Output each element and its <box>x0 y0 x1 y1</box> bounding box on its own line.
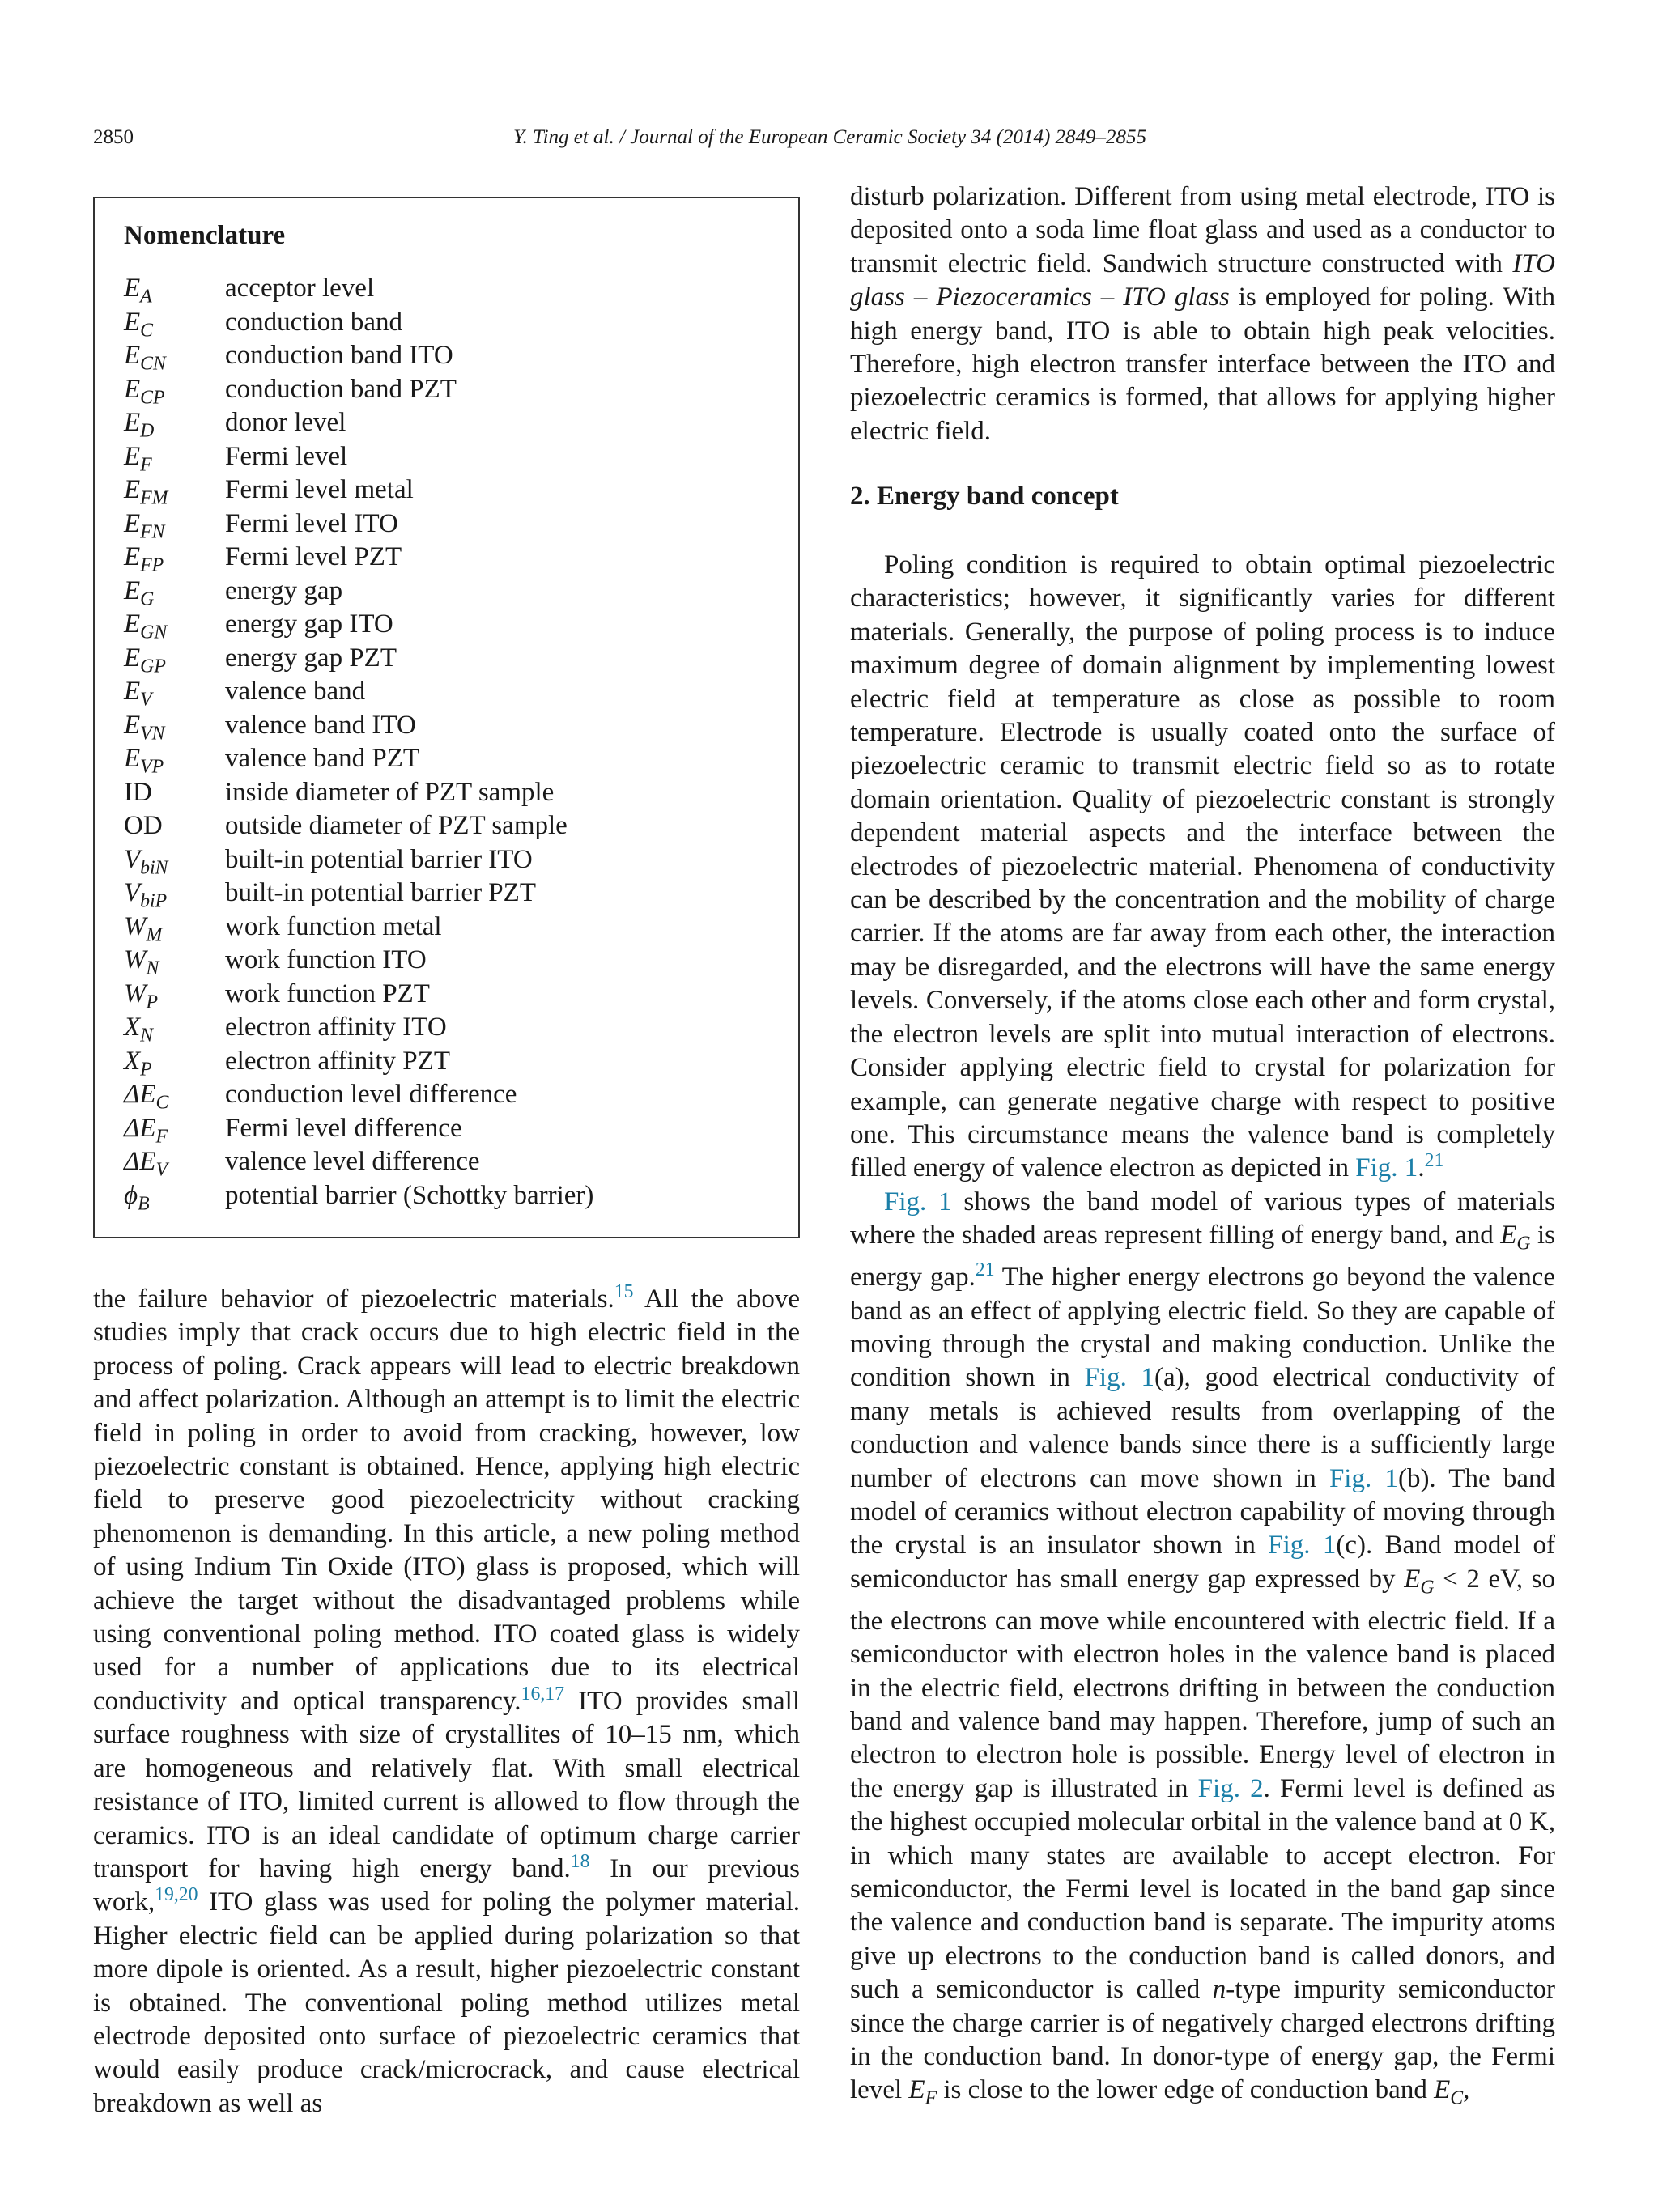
nomenclature-definition: Fermi level difference <box>225 1113 462 1143</box>
citation-link[interactable]: 21 <box>1424 1150 1444 1172</box>
nomenclature-symbol: $W_M$ <box>124 911 163 946</box>
nomenclature-row <box>124 675 593 709</box>
nomenclature-definition: work function ITO <box>225 945 427 974</box>
nomenclature-row <box>124 1179 593 1213</box>
nomenclature-row <box>124 911 593 945</box>
nomenclature-definition: conduction band <box>225 307 403 337</box>
nomenclature-row <box>124 1078 593 1112</box>
nomenclature-row <box>124 944 593 978</box>
nomenclature-row <box>124 272 593 306</box>
nomenclature-definition: conduction level difference <box>225 1080 517 1109</box>
citation-link[interactable]: 18 <box>570 1850 590 1872</box>
citation-link[interactable]: 19,20 <box>155 1884 198 1906</box>
nomenclature-definition: outside diameter of PZT sample <box>225 811 568 840</box>
nomenclature-definition: built-in potential barrier ITO <box>225 844 533 874</box>
citation-link[interactable]: 21 <box>975 1259 995 1281</box>
nomenclature-symbol: $E_{GP}$ <box>124 643 166 677</box>
nomenclature-row <box>124 1145 593 1179</box>
nomenclature-definition: Fermi level PZT <box>225 542 402 571</box>
nomenclature-row <box>124 809 593 843</box>
nomenclature-title: Nomenclature <box>124 221 286 250</box>
nomenclature-symbol: $E_C$ <box>124 307 154 342</box>
nomenclature-row <box>124 473 593 507</box>
nomenclature-row <box>124 575 593 609</box>
nomenclature-definition: inside diameter of PZT sample <box>225 777 555 807</box>
figure-link[interactable]: Fig. 1 <box>884 1187 952 1216</box>
nomenclature-symbol: $X_N$ <box>124 1013 154 1047</box>
nomenclature-definition: energy gap ITO <box>225 609 393 639</box>
nomenclature-row <box>124 709 593 743</box>
nomenclature-definition: electron affinity PZT <box>225 1046 450 1076</box>
journal-citation: Y. Ting et al. / Journal of the European Ceramic Society 34 (2014) 2849–2855 <box>512 126 1147 148</box>
paragraph: the failure behavior of piezoelectric materials.$^{15}$ All the above studies imply that crack occurs due to high electric field in the process of poling. Crack appears will lead to electric breakdown and affect polarization. Although an attempt is to limit the electric field in poling in order to avoid from cracking, however, low piezoelectric constant is obtained. Hence, applying high electric field to preserve good piezoelectricity without cracking phenomenon is demanding. In this article, a new poling method of using Indium Tin Oxide (ITO) glass is proposed, which will achieve the target without the disadvantaged problems while using conventional poling method. ITO coated glass is widely used for a number of applications due to its electrical conductivity and optical transparency.$^{16,17}$ ITO provides small surface roughness with size of crystallites of 10–15 nm, which are homogeneous and relatively flat. With small electrical resistance of ITO, limited current is allowed to flow through the ceramics. ITO is an ideal candidate of optimum charge carrier transport for having high energy band.$^{18}$ In our previous work,$^{19,20}$ ITO glass was used for poling the polymer material. Higher electric field can be applied during polarization so that more dipole is oriented. As a result, higher piezoelectric constant is obtained. The conventional poling method utilizes metal electrode deposited onto surface of piezoelectric ceramics that would easily produce crack/microcrack, and cause electrical breakdown as well as <box>93 1281 800 2118</box>
nomenclature-symbol: $E_{CN}$ <box>124 341 166 375</box>
nomenclature-symbol: $E_G$ <box>124 575 155 610</box>
nomenclature-definition: donor level <box>225 408 346 437</box>
nomenclature-row <box>124 440 593 474</box>
figure-link[interactable]: Fig. 1 <box>1355 1153 1418 1183</box>
section-heading: 2. Energy band concept <box>850 482 1119 511</box>
paragraph: Fig. 1 shows the band model of various types of materials where the shaded areas represent filling of energy band, and $E_G$ is energy gap.$^{21}$ The higher energy electrons go beyond the valence band as an effect of applying electric field. So they are capable of moving through the crystal and making conduction. Unlike the condition shown in Fig. 1(a), good electrical conductivity of many metals is achieved results from overlapping of the conduction and valence bands since there is a sufficiently large number of electrons can move shown in Fig. 1(b). The band model of ceramics without electron capability of moving through the crystal is an insulator shown in Fig. 1(c). Band model of semiconductor has small energy gap expressed by $E_G < 2$ eV, so the electrons can move while encountered with electric field. If a semiconductor with electron holes in the valence band is placed in the electric field, electrons drifting in between the conduction band and valence band may happen. Therefore, jump of such an electron to electron hole is possible. Energy level of electron in the energy gap is illustrated in Fig. 2. Fermi level is defined as the highest occupied molecular orbital in the valence band at 0 K, in which many states are available to accept electron. For semiconductor, the Fermi level is located in the band gap since the valence and conduction band is separate. The impurity atoms give up electrons to the conduction band is called donors, and such a semiconductor is called n-type impurity semiconductor since the charge carrier is of negatively charged electrons drifting in the conduction band. In donor-type of energy gap, the Fermi level $E_F$ is close to the lower edge of conduction band $E_C$, <box>850 1187 1556 2110</box>
nomenclature-definition: built-in potential barrier PZT <box>225 878 536 907</box>
nomenclature-row <box>124 373 593 407</box>
nomenclature-row <box>124 776 593 810</box>
nomenclature-symbol: $E_{GN}$ <box>124 609 168 643</box>
nomenclature-row <box>124 742 593 776</box>
nomenclature-definition: valence band <box>225 677 366 706</box>
figure-link[interactable]: Fig. 1 <box>1268 1531 1337 1560</box>
nomenclature-row <box>124 339 593 373</box>
nomenclature-box <box>93 197 800 1238</box>
nomenclature-symbol: $X_P$ <box>124 1046 152 1081</box>
nomenclature-symbol: $E_{FP}$ <box>124 542 164 576</box>
nomenclature-definition: energy gap PZT <box>225 643 397 673</box>
nomenclature-definition: valence band PZT <box>225 744 420 773</box>
nomenclature-symbol: $\Delta E_C$ <box>124 1080 169 1114</box>
citation-link[interactable]: 16,17 <box>521 1683 564 1705</box>
nomenclature-row <box>124 608 593 642</box>
nomenclature-symbol: $V_{biN}$ <box>124 844 168 879</box>
nomenclature-row <box>124 1011 593 1045</box>
nomenclature-definition: energy gap <box>225 575 343 605</box>
nomenclature-definition: work function metal <box>225 911 442 941</box>
left-column-text <box>93 1283 800 2121</box>
nomenclature-symbol: $W_P$ <box>124 979 159 1013</box>
nomenclature-row <box>124 541 593 575</box>
nomenclature-definition: work function PZT <box>225 979 430 1008</box>
nomenclature-row <box>124 843 593 877</box>
nomenclature-row <box>124 507 593 541</box>
nomenclature-row <box>124 877 593 911</box>
nomenclature-symbol: $W_N$ <box>124 945 159 979</box>
citation-link[interactable]: 15 <box>614 1281 634 1302</box>
nomenclature-definition: electron affinity ITO <box>225 1013 447 1042</box>
nomenclature-row <box>124 406 593 440</box>
nomenclature-symbol: $E_F$ <box>124 441 152 476</box>
nomenclature-definition: conduction band ITO <box>225 341 453 370</box>
nomenclature-symbol: $E_{VP}$ <box>124 744 164 778</box>
figure-link[interactable]: Fig. 1 <box>1329 1463 1398 1493</box>
right-column-body <box>850 549 1555 2116</box>
nomenclature-definition: acceptor level <box>225 274 375 303</box>
nomenclature-definition: valence level difference <box>225 1147 480 1176</box>
nomenclature-symbol: ID <box>124 777 152 807</box>
nomenclature-row <box>124 306 593 340</box>
nomenclature-symbol: $\Delta E_V$ <box>124 1147 168 1181</box>
nomenclature-symbol: OD <box>124 811 163 840</box>
nomenclature-definition: conduction band PZT <box>225 374 457 404</box>
nomenclature-row <box>124 1045 593 1079</box>
nomenclature-symbol: $E_A$ <box>124 274 152 308</box>
figure-link[interactable]: Fig. 1 <box>1084 1363 1155 1393</box>
nomenclature-symbol: $E_{VN}$ <box>124 710 165 745</box>
page-number: 2850 <box>93 126 134 148</box>
paragraph: disturb polarization. Different from using metal electrode, ITO is deposited onto a soda lime float glass and used as a conductor to transmit electric field. Sandwich structure constructed with ITO glass – Piezoceramics – ITO glass is employed for poling. With high energy band, ITO is able to obtain high peak velocities. Therefore, high electron transfer interface between the ITO and piezoelectric ceramics is formed, that allows for applying higher electric field. <box>850 182 1555 446</box>
nomenclature-row <box>124 1112 593 1146</box>
nomenclature-symbol: $\Delta E_F$ <box>124 1113 168 1148</box>
figure-link[interactable]: Fig. 2 <box>1197 1773 1264 1803</box>
page-header <box>93 126 1567 159</box>
nomenclature-symbol: $V_{biP}$ <box>124 878 168 912</box>
nomenclature-symbol: $\phi_B$ <box>124 1180 150 1215</box>
nomenclature-row <box>124 978 593 1012</box>
nomenclature-symbol: $E_V$ <box>124 677 152 711</box>
nomenclature-definition: Fermi level metal <box>225 475 414 504</box>
nomenclature-row <box>124 642 593 676</box>
nomenclature-list <box>124 272 594 1215</box>
nomenclature-definition: Fermi level <box>225 441 348 471</box>
paragraph: Poling condition is required to obtain optimal piezoelectric characteristics; however, it significantly varies for different materials. Generally, the purpose of poling process is to induce maximum degree of domain alignment by implementing lowest electric field at temperature as close as possible to room temperature. Electrode is usually coated onto the surface of piezoelectric ceramic to transmit electric field so as to rotate domain orientation. Quality of piezoelectric constant is strongly dependent material aspects and the interface between the electrodes of piezoelectric material. Phenomena of conductivity can be described by the concentration and the mobility of charge carrier. If the atoms are far away from each other, the interaction may be disregarded, and the electrons will have the same energy levels. Conversely, if the atoms close each other and form crystal, the electron levels are split into mutual interaction of electrons. Consider applying electric field to crystal for polarization for example, can generate negative charge with respect to positive one. This circumstance means the valence band is completely filled energy of valence electron as depicted in Fig. 1.21 <box>850 550 1555 1183</box>
nomenclature-definition: potential barrier (Schottky barrier) <box>225 1180 594 1210</box>
nomenclature-symbol: $E_{CP}$ <box>124 374 165 409</box>
nomenclature-symbol: $E_{FN}$ <box>124 508 165 543</box>
right-column-intro <box>850 180 1555 448</box>
nomenclature-symbol: $E_{FM}$ <box>124 475 168 509</box>
nomenclature-definition: Fermi level ITO <box>225 508 398 538</box>
nomenclature-symbol: $E_D$ <box>124 408 155 442</box>
nomenclature-definition: valence band ITO <box>225 710 416 740</box>
